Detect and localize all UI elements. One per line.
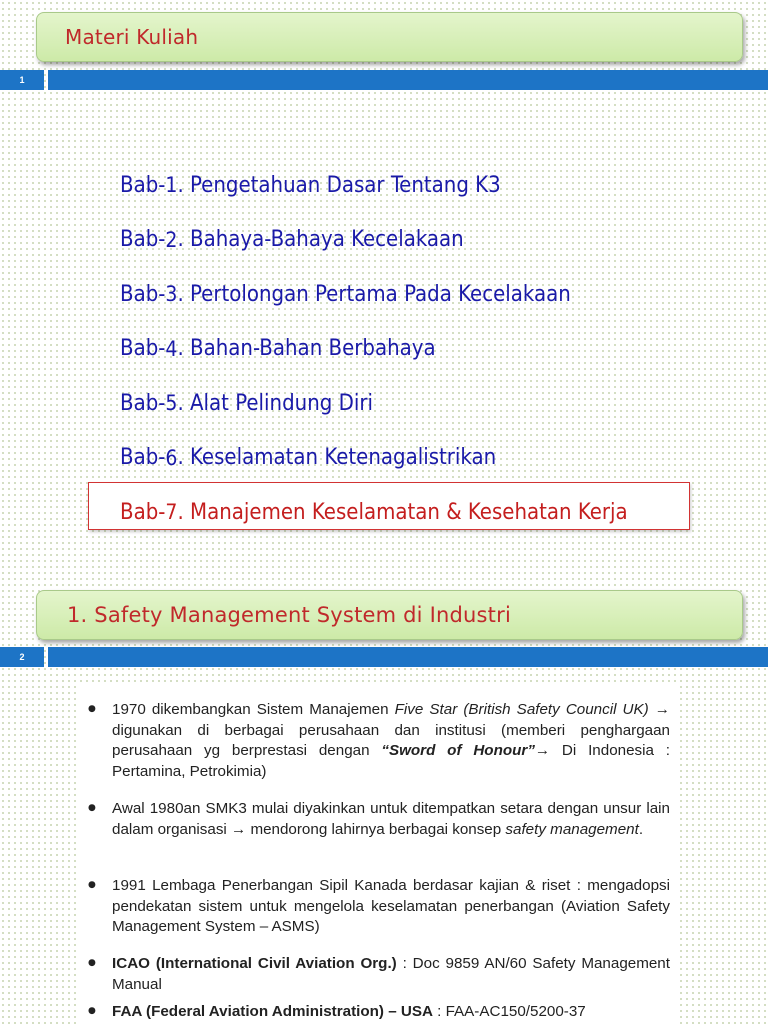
slide1-title: Materi Kuliah [65, 25, 199, 49]
chapter-item: Bab- 3 . Pertolongan Pertama Pada Kecelakaan [120, 281, 571, 307]
slide2-number: 2 [0, 647, 44, 667]
chapter-item: Bab- 6 . Keselamatan Ketenagalistrikan [120, 445, 497, 471]
bullet-item: 1991 Lembaga Penerbangan Sipil Kanada berdasar kajian & riset : mengadopsi pendekatan sistem untuk mengelola keselamatan penerbangan (Aviation Safety Management System – ASMS) [112, 877, 670, 935]
bullet-dot-icon: ● [88, 803, 96, 813]
chapter-list [120, 158, 628, 540]
bullet-item: FAA (Federal Aviation Administration) – USA : FAA-AC150/5200-37 [112, 1003, 586, 1020]
chapter-item: Bab- 4 . Bahan-Bahan Berbahaya [120, 336, 436, 362]
bullet-dot-icon: ● [88, 958, 96, 968]
slide1-title-box [36, 12, 743, 62]
bullet-item: ICAO (International Civil Aviation Org.) : Doc 9859 AN/60 Safety Management Manual [112, 955, 670, 993]
bullet-dot-icon: ● [88, 704, 96, 714]
slide2-title: 1. Safety Management System di Industri [67, 603, 511, 627]
bullet-item: 1970 dikembangkan Sistem Manajemen Five Star (British Safety Council UK) → digunakan di berbagai perusahaan dan institusi (memberi penghargaan perusahaan yg berprestasi dengan “Sword of Honour”→ Di Indonesia : Pertamina, Petrokimia) [112, 701, 670, 780]
chapter-item: Bab- 1 . Pengetahuan Dasar Tentang K3 [120, 172, 501, 198]
slide1-number: 1 [0, 70, 44, 90]
bullet-dot-icon: ● [88, 880, 96, 890]
slide2-accent-line [48, 647, 768, 667]
slide1-number-bar [0, 70, 768, 90]
slide1-accent-line [48, 70, 768, 90]
bullet-item: Awal 1980an SMK3 mulai diyakinkan untuk ditempatkan setara dengan unsur lain dalam organisasi → mendorong lahirnya berbagai konsep safety management. [112, 800, 670, 838]
chapter-item: Bab- 5 . Alat Pelindung Diri [120, 390, 373, 416]
slide2-content [78, 686, 676, 1024]
bullet-dot-icon: ● [88, 1006, 96, 1016]
slide2-title-box [36, 590, 743, 640]
chapter-item-active: Bab- 7 . Manajemen Keselamatan & Kesehatan Kerja [120, 499, 628, 525]
chapter-item: Bab- 2 . Bahaya-Bahaya Kecelakaan [120, 227, 464, 253]
slide2-number-bar [0, 647, 768, 667]
